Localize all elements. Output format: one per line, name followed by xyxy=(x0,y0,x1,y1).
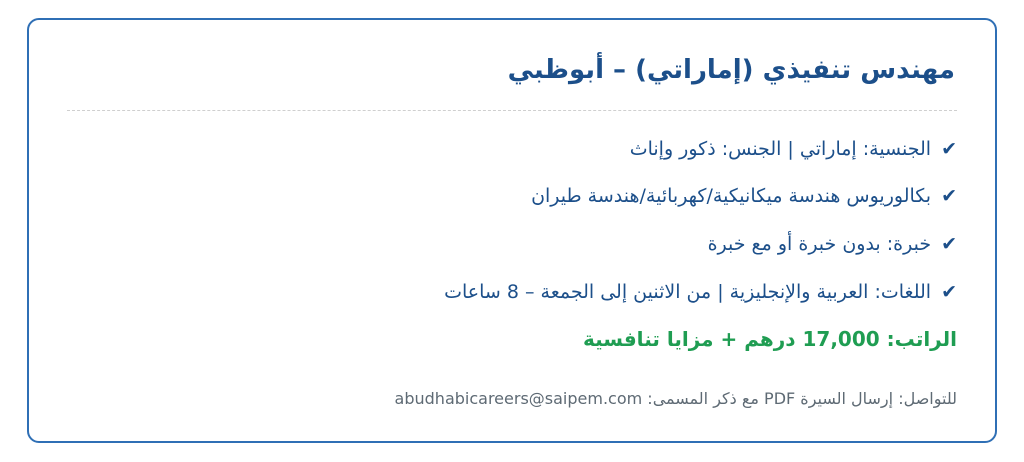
list-item xyxy=(67,184,957,210)
page-title: مهندس تنفيذي (إماراتي) – أبوظبي xyxy=(507,55,955,85)
divider xyxy=(67,110,957,111)
contact-row xyxy=(67,389,957,408)
requirements-list xyxy=(67,137,957,306)
requirement-text: بكالوريوس هندسة ميكانيكية/كهربائية/هندسة طيران xyxy=(531,185,932,208)
check-mark-icon: ✔ xyxy=(941,185,957,208)
list-item xyxy=(67,137,957,163)
check-mark-icon: ✔ xyxy=(941,280,957,303)
contact-text: للتواصل: إرسال السيرة PDF مع ذكر المسمى: abudhabicareers@saipem.com xyxy=(394,389,957,409)
check-mark-icon: ✔ xyxy=(941,137,957,160)
requirement-text: الجنسية: إماراتي | الجنس: ذكور وإناث xyxy=(629,137,932,160)
list-item xyxy=(67,280,957,306)
requirement-text: اللغات: العربية والإنجليزية | من الاثنين إلى الجمعة – 8 ساعات xyxy=(444,280,932,303)
salary-row xyxy=(67,327,957,351)
check-mark-icon: ✔ xyxy=(941,233,957,256)
job-posting-card xyxy=(27,18,997,443)
requirement-text: خبرة: بدون خبرة أو مع خبرة xyxy=(707,233,932,256)
salary-text: الراتب: 17,000 درهم + مزايا تنافسية xyxy=(582,327,957,352)
list-item xyxy=(67,232,957,258)
